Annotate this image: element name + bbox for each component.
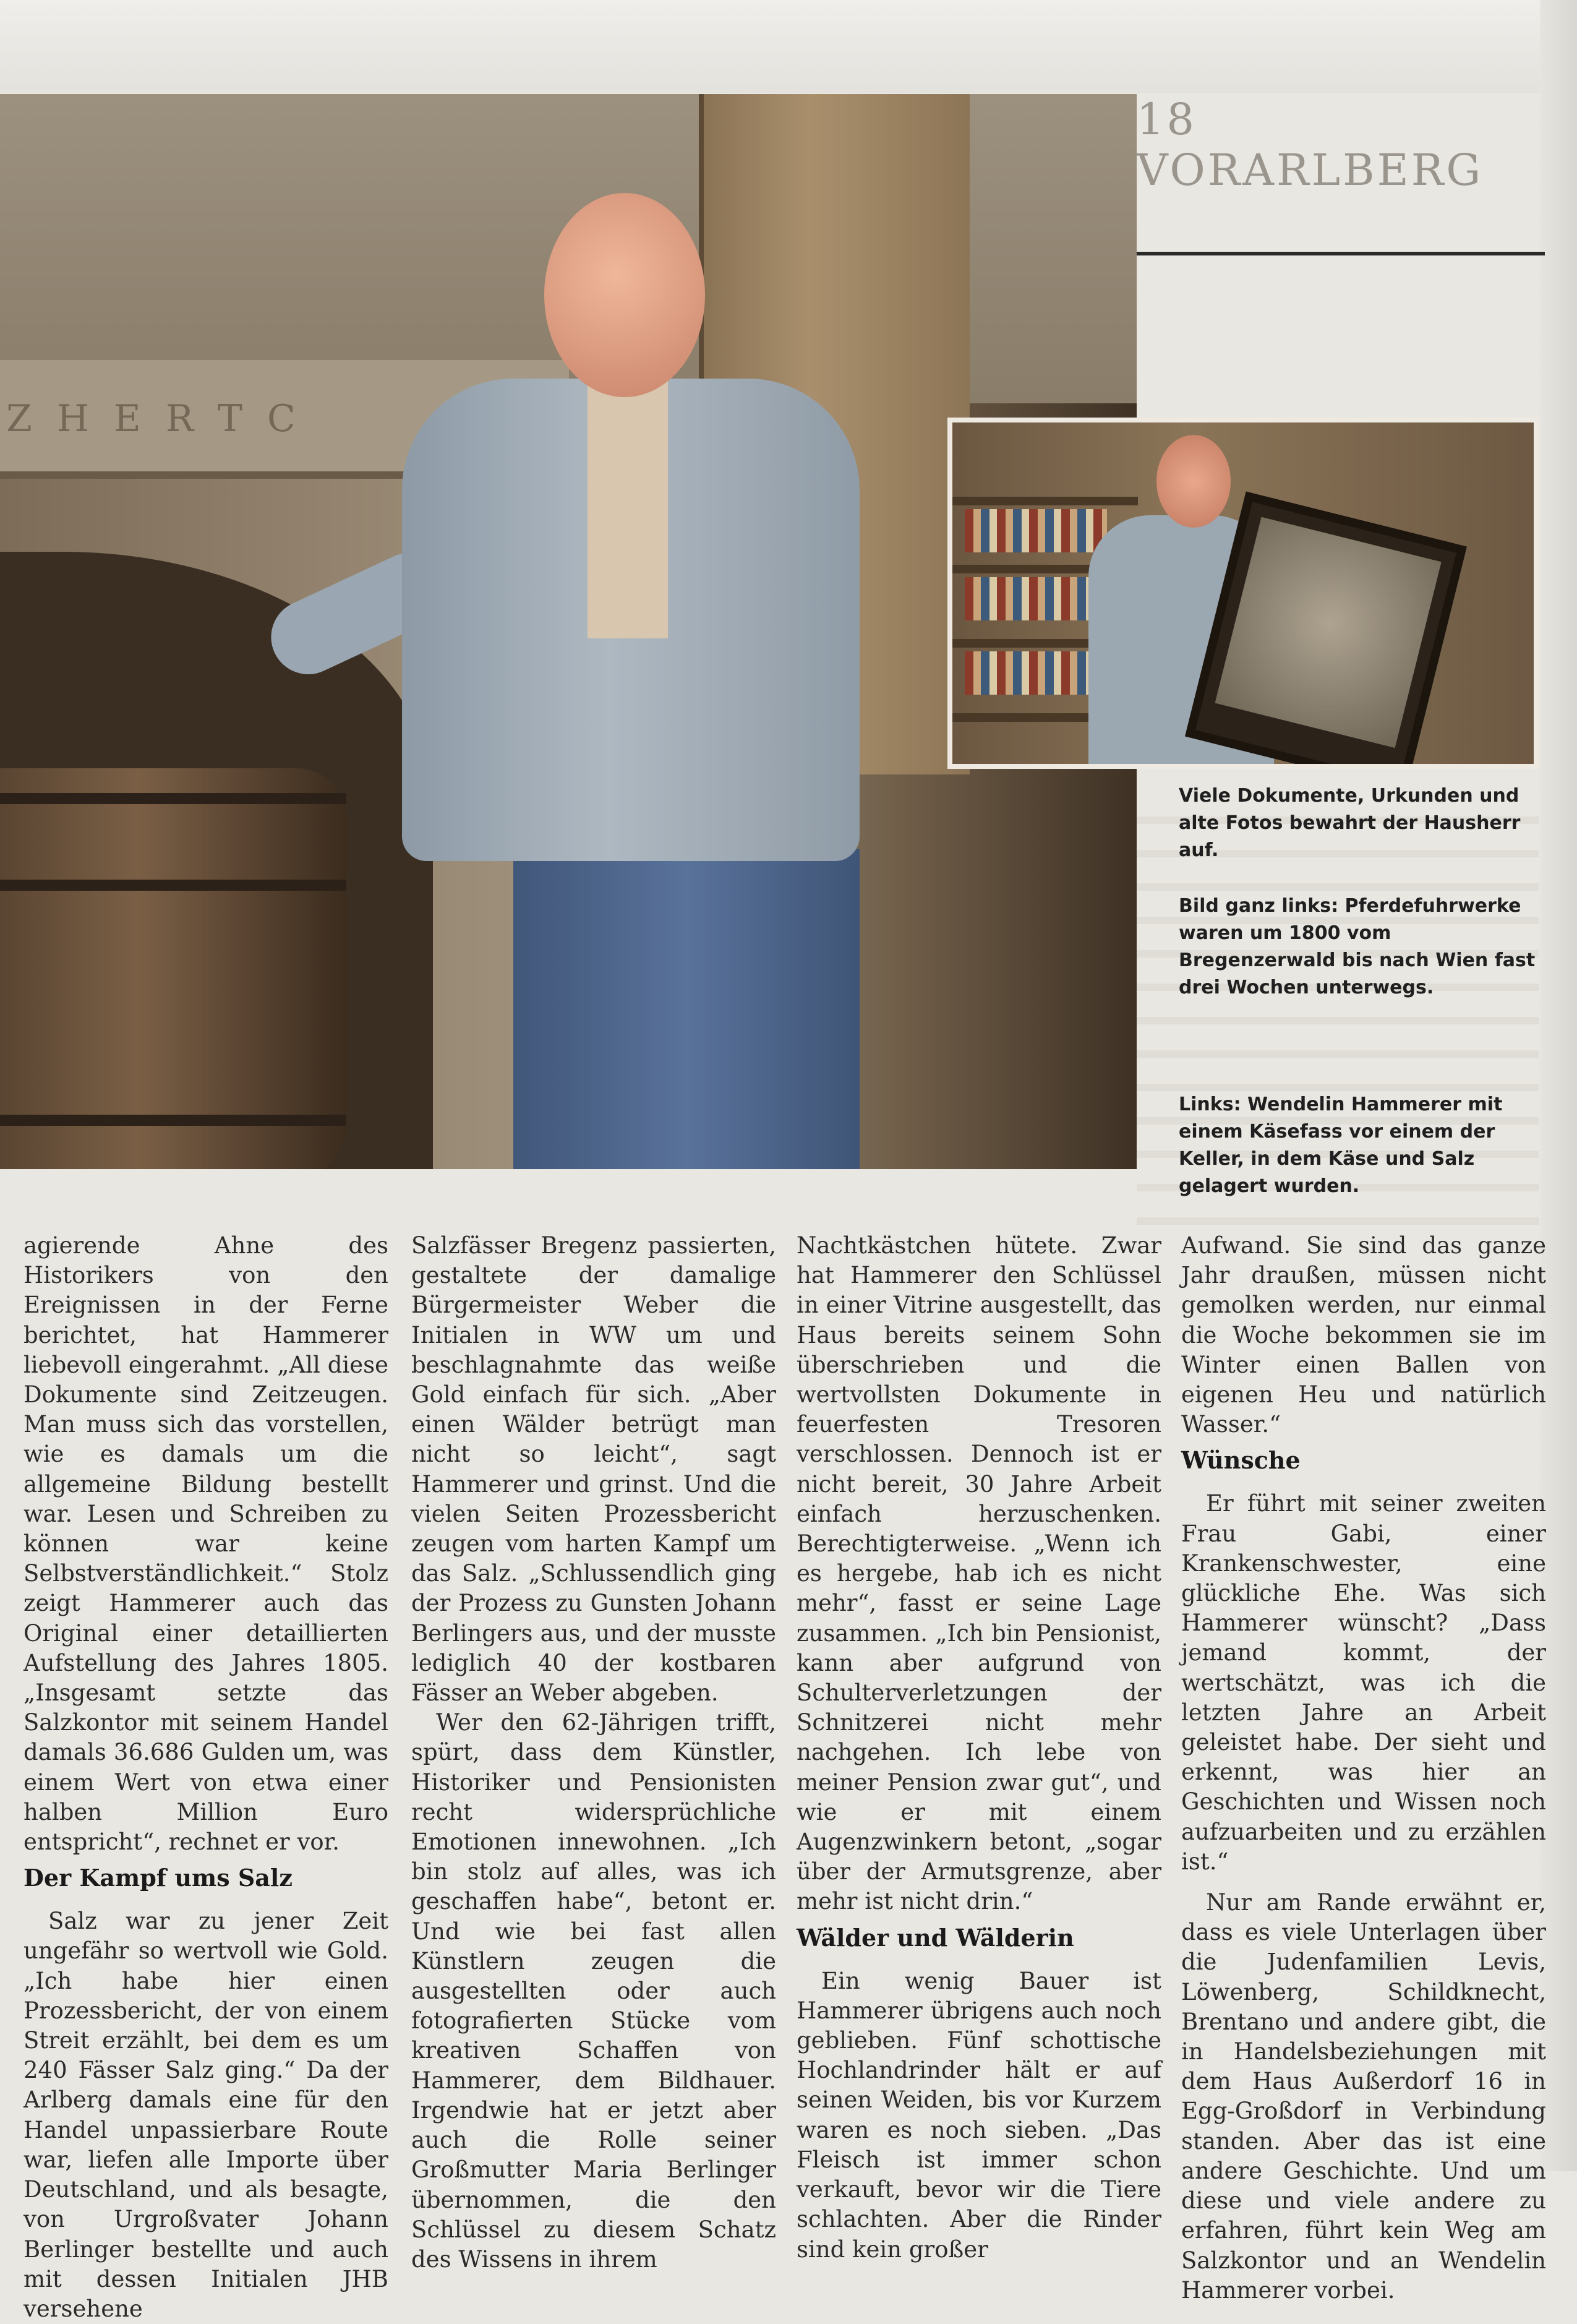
face [544,193,705,397]
caption-left: Links: Wendelin Hammerer mit einem Käsefass vor einem der Keller, in dem Käse und Salz gelagert wurden. [1179,1094,1503,1197]
article-column-4 [1181,1231,1546,2305]
paragraph: Salzfässer Bregenz passierten, gestaltete der damalige Bürgermeister Weber die Initialen in WW um und beschlagnahmte das weiße Gold einfach für sich. „Aber einen Wälder betrügt man nicht so leicht“, sagt Hammerer und grinst. Und die vielen Seiten Prozessbericht zeugen vom harten Kampf um das Salz. „Schlussendlich ging der Prozess zu Gunsten Johann Berlingers aus, und der musste lediglich 40 der kostbaren Fässer an Weber abgeben. [411,1232,776,1707]
portrait-subject [266,193,1008,1169]
paragraph: Er führt mit seiner zweiten Frau Gabi, einer Krankenschwester, eine glückliche Ehe. Was sich Hammerer wünscht? „Dass jemand kommt, der wertschätzt, was ich die letzten Jahre an Arbeit geleistet habe. Der sieht und erkennt, was hier an Geschichten und Wissen noch aufzuarbeiten und zu erzählen ist.“ [1181,1490,1546,1875]
inset-photo-image [952,422,1534,764]
paper-margin [0,0,1577,93]
caption-far-left: Bild ganz links: Pferdefuhrwerke waren um 1800 vom Bregenzerwald bis nach Wien fast drei Wochen unterwegs. [1179,895,1536,998]
paragraph: Aufwand. Sie sind das ganze Jahr draußen, müssen nicht gemolken werden, nur einmal die Woche bekommen sie im Winter einen Ballen von eigenen Heu und natürlich Wasser.“ [1181,1232,1546,1438]
article-column-2 [411,1231,776,2275]
inset-photo [947,418,1539,769]
paragraph: Nur am Rande erwähnt er, dass es viele Unterlagen über die Judenfamilien Levis, Löwenberg, Schildknecht, Brentano und andere gibt, die in Handelsbeziehungen mit dem Haus Außerdorf 16 in Egg-Großdorf in Verbindung standen. Aber das ist eine andere Geschichte. Und um diese und viele andere zu erfahren, führt kein Weg am Salzkontor und an Wendelin Hammerer vorbei. [1181,1889,1546,2304]
portrait-image [1215,517,1442,748]
article-column-1 [24,1231,388,2324]
wall-carving: ZHERTC [6,397,320,440]
subheading: Der Kampf ums Salz [24,1864,293,1892]
inset-face [1156,435,1231,528]
paragraph: Ein wenig Bauer ist Hammerer übrigens auch noch geblieben. Fünf schottische Hochlandrinder hält er auf seinen Weiden, bis vor Kurzem waren es noch sieben. „Das Fleisch ist immer schon verkauft, bevor wir die Tiere schlachten. Aber die Rinder sind kein großer [797,1967,1161,2263]
adjacent-page-header [1137,94,1539,416]
jeans [513,849,860,1169]
article-column-3 [797,1231,1161,2265]
paragraph: Wer den 62-Jährigen trifft, spürt, dass dem Künstler, Historiker und Pensionisten recht widersprüchliche Emotionen innewohnen. „Ich bin stolz auf alles, was ich geschaffen habe“, betont er. Und wie bei fast allen Künstlern zeugen die ausgestellten oder auch fotografierten Stücke vom kreativen Schaffen von Hammerer, dem Bildhauer. Irgendwie hat er jetzt aber auch die Rolle seiner Großmutter Maria Berlinger übernommen, die den Schlüssel zu diesem Schatz des Wissens in ihrem [411,1709,776,2273]
adjacent-page-masthead: 18 VORARLBERG [1137,94,1484,195]
subheading: Wünsche [1181,1446,1301,1475]
paragraph: Nachtkästchen hütete. Zwar hat Hammerer den Schlüssel in einer Vitrine ausgestellt, das Haus bereits seinem Sohn überschrieben und die wertvollsten Dokumente in feuerfesten Tresoren verschlossen. Dennoch ist er nicht bereit, 30 Jahre Arbeit einfach herzuschenken. Berechtigterweise. „Wenn ich es hergebe, hab ich es nicht mehr“, fasst er seine Lage zusammen. „Ich bin Pensionist, kann aber aufgrund von Schulterverletzungen der Schnitzerei nicht mehr nachgehen. Ich lebe von meiner Pension zwar gut“, und wie er mit einem Augenzwinkern betont, „sogar über der Armutsgrenze, aber mehr ist nicht drin.“ [797,1232,1161,1915]
shirt [588,379,668,638]
caption-inset: Viele Dokumente, Urkunden und alte Fotos bewahrt der Hausherr auf. [1179,785,1521,861]
subheading: Wälder und Wälderin [797,1923,1074,1952]
divider-rule [1137,252,1545,255]
paragraph: Salz war zu jener Zeit ungefähr so wertvoll wie Gold. „Ich habe hier einen Prozessbericht, der von einem Streit erzählt, bei dem es um 240 Fässer Salz ging.“ Da der Arlberg damals eine für den Handel unpassierbare Route war, liefen alle Importe über Deutschland, und als besagte, von Urgroßvater Johann Berlinger bestellte und auch mit dessen Initialen JHB versehene [24,1908,388,2322]
paragraph: agierende Ahne des Historikers von den Ereignissen in der Ferne berichtet, hat Hammerer liebevoll eingerahmt. „All diese Dokumente sind Zeitzeugen. Man muss sich das vorstellen, wie es damals um die allgemeine Bildung bestellt war. Lesen und Schreiben zu können war keine Selbstverständlichkeit.“ Stolz zeigt Hammerer auch das Original einer detaillierten Aufstellung des Jahres 1805. „Insgesamt setzte das Salzkontor mit seinem Handel damals 36.686 Gulden um, was einem Wert von etwa einer halben Million Euro entspricht“, rechnet er vor. [24,1232,388,1856]
